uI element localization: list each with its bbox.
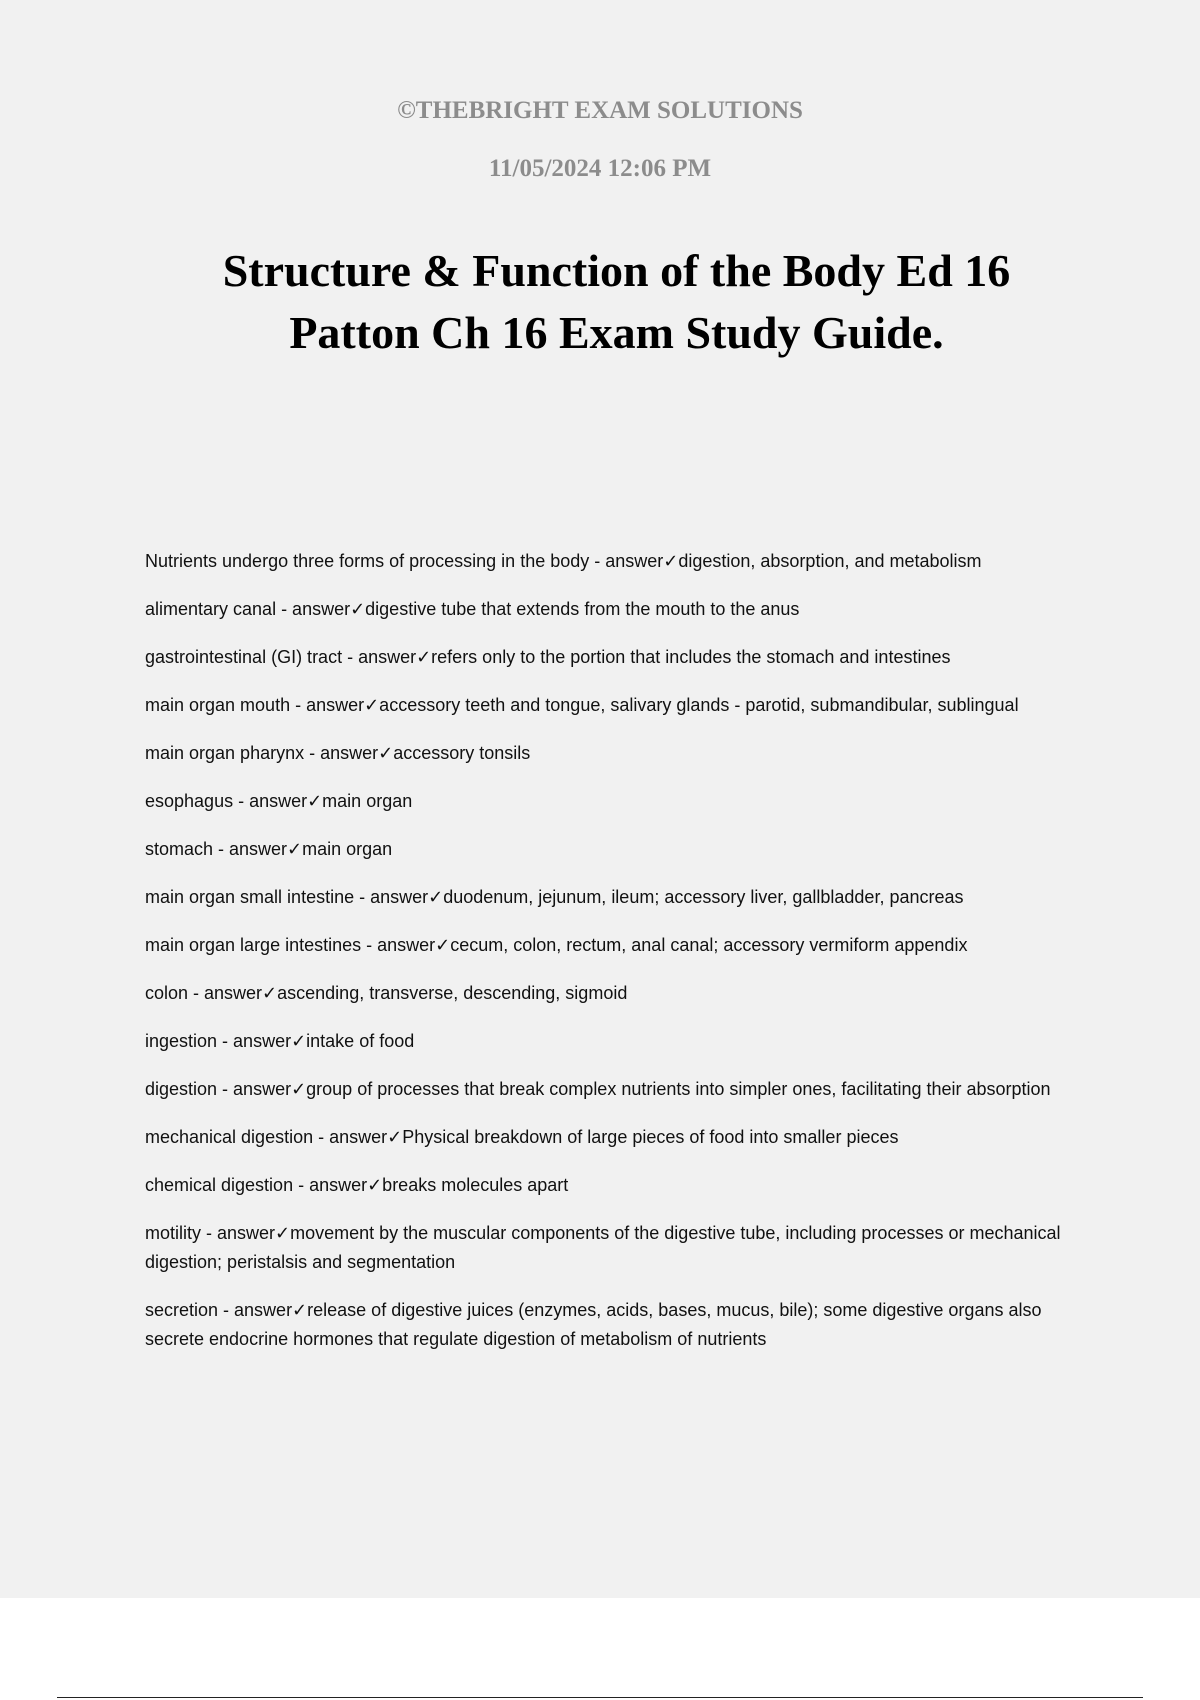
list-item: digestion - answer✓group of processes that break complex nutrients into simpler ones, facilitating their absorption [145,1079,1051,1099]
datetime-header: 11/05/2024 12:06 PM [488,155,712,182]
document-title [100,240,1133,364]
copyright-header: ©THEBRIGHT EXAM SOLUTIONS [397,97,803,124]
list-item: main organ large intestines - answer✓cecum, colon, rectum, anal canal; accessory vermiform appendix [145,935,968,955]
list-item: alimentary canal - answer✓digestive tube that extends from the mouth to the anus [145,599,800,619]
list-item: gastrointestinal (GI) tract - answer✓refers only to the portion that includes the stomach and intestines [145,647,951,667]
list-item: ingestion - answer✓intake of food [145,1031,415,1051]
list-item: secretion - answer✓release of digestive juices (enzymes, acids, bases, mucus, bile); some digestive organs also secrete endocrine hormones that regulate digestion of metabolism of nutrients [145,1300,1042,1349]
title-line-1: Structure & Function of the Body Ed 16 [222,245,1011,296]
footer-divider [57,1697,1143,1698]
list-item: main organ mouth - answer✓accessory teeth and tongue, salivary glands - parotid, submandibular, sublingual [145,695,1019,715]
list-item: Nutrients undergo three forms of processing in the body - answer✓digestion, absorption, and metabolism [145,551,982,571]
list-item: stomach - answer✓main organ [145,839,393,859]
list-item: main organ pharynx - answer✓accessory tonsils [145,743,531,763]
list-item: motility - answer✓movement by the muscular components of the digestive tube, including processes or mechanical digestion; peristalsis and segmentation [145,1223,1061,1272]
study-guide-entries [145,547,1090,1373]
list-item: chemical digestion - answer✓breaks molecules apart [145,1175,569,1195]
list-item: colon - answer✓ascending, transverse, descending, sigmoid [145,983,628,1003]
list-item: mechanical digestion - answer✓Physical breakdown of large pieces of food into smaller pieces [145,1127,899,1147]
list-item: esophagus - answer✓main organ [145,791,413,811]
list-item: main organ small intestine - answer✓duodenum, jejunum, ileum; accessory liver, gallbladder, pancreas [145,887,964,907]
title-line-2: Patton Ch 16 Exam Study Guide. [289,307,944,358]
